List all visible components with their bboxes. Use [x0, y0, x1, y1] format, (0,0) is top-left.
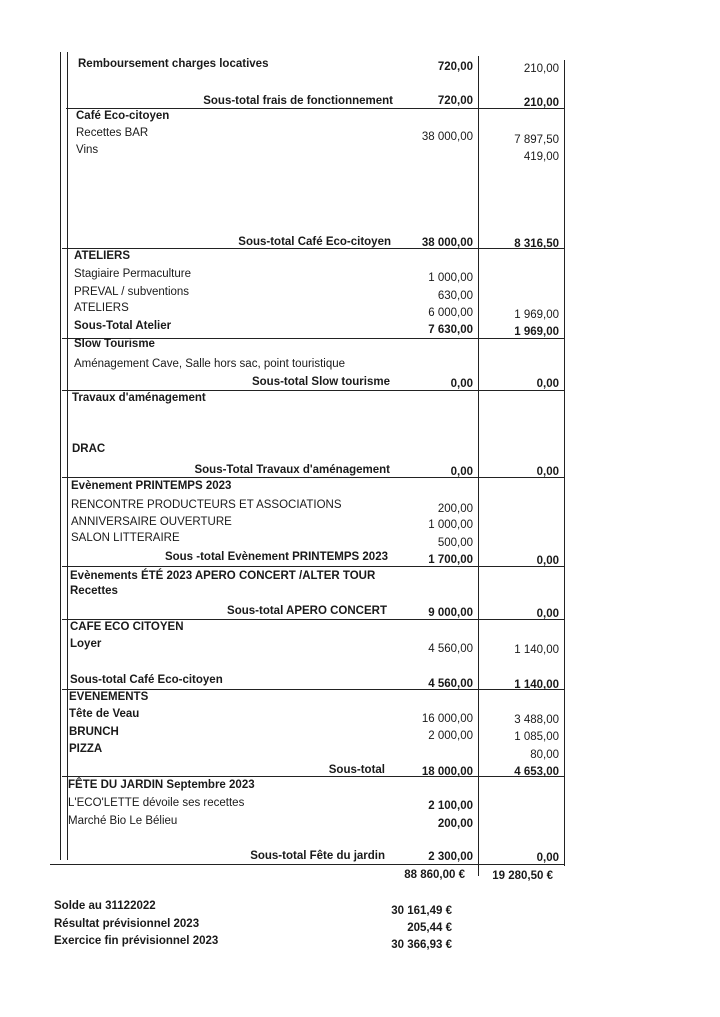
value-col1: 16 000,00 [421, 713, 473, 725]
subtotal-col2: 0,00 [536, 608, 559, 620]
table-border-left-outer [60, 52, 61, 860]
section-title: Evènement PRINTEMPS 2023 [71, 480, 232, 492]
subtotal-col1: 9 000,00 [428, 607, 473, 619]
subtotal-label: Sous-total Café Eco-citoyen [238, 236, 391, 248]
subtotal-col1: 18 000,00 [421, 766, 473, 778]
row-label: DRAC [72, 443, 106, 455]
row-divider [62, 776, 565, 777]
section-title: CAFE ECO CITOYEN [70, 621, 184, 633]
grand-total-col1: 88 860,00 € [404, 869, 465, 881]
subtotal-label: Sous-Total Atelier [74, 320, 172, 332]
summary-value: 205,44 € [407, 922, 452, 934]
summary-value: 30 366,93 € [391, 939, 452, 951]
subtotal-col1: 7 630,00 [428, 324, 473, 336]
value-col1: 200,00 [437, 503, 473, 515]
summary-value: 30 161,49 € [391, 905, 452, 917]
row-divider [62, 689, 565, 690]
row-label: Aménagement Cave, Salle hors sac, point touristique [74, 358, 346, 370]
grand-total-col2: 19 280,50 € [492, 870, 553, 882]
table-bottom-border [50, 864, 565, 865]
value-col2: 419,00 [523, 151, 559, 163]
row-label: BRUNCH [69, 726, 119, 738]
subtotal-label: Sous-total Café Eco-citoyen [70, 674, 223, 686]
value-col1: 720,00 [437, 61, 473, 73]
value-col1: 1 000,00 [428, 519, 473, 531]
table-border-right [564, 60, 565, 866]
row-divider [62, 390, 565, 391]
section-title: Slow Tourisme [74, 338, 155, 350]
value-col2: 3 488,00 [514, 714, 559, 726]
subtotal-col2: 1 140,00 [514, 679, 559, 691]
row-label: SALON LITTERAIRE [71, 532, 180, 544]
section-title: FÊTE DU JARDIN Septembre 2023 [68, 779, 255, 791]
summary-label: Exercice fin prévisionnel 2023 [54, 935, 219, 947]
subtotal-col1: 0,00 [450, 466, 473, 478]
value-col1: 2 100,00 [428, 800, 473, 812]
value-col1: 38 000,00 [421, 131, 473, 143]
row-label: ATELIERS [74, 302, 129, 314]
subtotal-col1: 1 700,00 [428, 554, 473, 566]
summary-label: Solde au 31122022 [54, 900, 156, 912]
subtotal-label: Sous-total Slow tourisme [251, 376, 390, 388]
subtotal-col2: 4 653,00 [514, 766, 559, 778]
subtotal-label: Sous-Total Travaux d'aménagement [194, 464, 390, 476]
value-col2: 1 085,00 [514, 731, 559, 743]
value-col1: 6 000,00 [428, 307, 473, 319]
subtotal-col2: 0,00 [536, 466, 559, 478]
value-col1: 200,00 [437, 818, 473, 830]
row-label: Remboursement charges locatives [78, 58, 269, 70]
table-border-left-inner [67, 52, 68, 860]
subtotal-col1: 0,00 [450, 378, 473, 390]
subtotal-col1: 2 300,00 [428, 851, 473, 863]
row-label: PREVAL / subventions [74, 286, 190, 298]
value-col2: 210,00 [523, 63, 559, 75]
value-col1: 500,00 [437, 537, 473, 549]
row-divider [62, 619, 565, 620]
row-divider [62, 477, 565, 478]
row-divider [62, 566, 565, 567]
row-divider [66, 108, 565, 109]
summary-label: Résultat prévisionnel 2023 [54, 918, 200, 930]
row-label: Tête de Veau [69, 708, 140, 720]
subtotal-col2: 0,00 [536, 852, 559, 864]
row-label: L'ECO'LETTE dévoile ses recettes [68, 797, 245, 809]
subtotal-col1: 4 560,00 [428, 678, 473, 690]
subtotal-col2: 8 316,50 [514, 238, 559, 250]
row-label: PIZZA [69, 743, 103, 755]
value-col2: 1 140,00 [514, 644, 559, 656]
row-label: Recettes BAR [76, 127, 149, 139]
subtotal-col2: 0,00 [536, 555, 559, 567]
section-title: Evènements ÉTÉ 2023 APERO CONCERT /ALTER TOUR [70, 570, 376, 582]
section-title: Café Eco-citoyen [76, 110, 170, 122]
value-col1: 2 000,00 [428, 730, 473, 742]
value-col2: 80,00 [530, 749, 559, 761]
row-label: RENCONTRE PRODUCTEURS ET ASSOCIATIONS [71, 499, 342, 511]
section-title: ATELIERS [74, 250, 131, 262]
subtotal-label: Sous-total APERO CONCERT [227, 605, 387, 617]
subtotal-label: Sous-total frais de fonctionnement [203, 95, 393, 107]
value-col1: 1 000,00 [428, 272, 473, 284]
row-label: Marché Bio Le Bélieu [68, 815, 178, 827]
row-label: Recettes [70, 585, 118, 597]
subtotal-col2: 1 969,00 [514, 326, 559, 338]
value-col1: 630,00 [437, 290, 473, 302]
section-title: EVENEMENTS [69, 691, 149, 703]
table-column-divider [478, 56, 479, 876]
value-col2: 1 969,00 [514, 309, 559, 321]
row-label: Loyer [70, 638, 102, 650]
value-col1: 4 560,00 [428, 643, 473, 655]
subtotal-label: Sous -total Evènement PRINTEMPS 2023 [164, 551, 388, 563]
value-col2: 7 897,50 [514, 134, 559, 146]
subtotal-col1: 720,00 [437, 95, 473, 107]
section-title: Travaux d'aménagement [72, 392, 206, 404]
subtotal-label: Sous-total Fête du jardin [250, 850, 385, 862]
row-label: ANNIVERSAIRE OUVERTURE [71, 516, 232, 528]
subtotal-col2: 0,00 [536, 378, 559, 390]
row-label: Vins [76, 144, 99, 156]
subtotal-label: Sous-total [328, 764, 385, 776]
subtotal-col1: 38 000,00 [421, 237, 473, 249]
subtotal-col2: 210,00 [523, 97, 559, 109]
row-label: Stagiaire Permaculture [74, 268, 191, 280]
